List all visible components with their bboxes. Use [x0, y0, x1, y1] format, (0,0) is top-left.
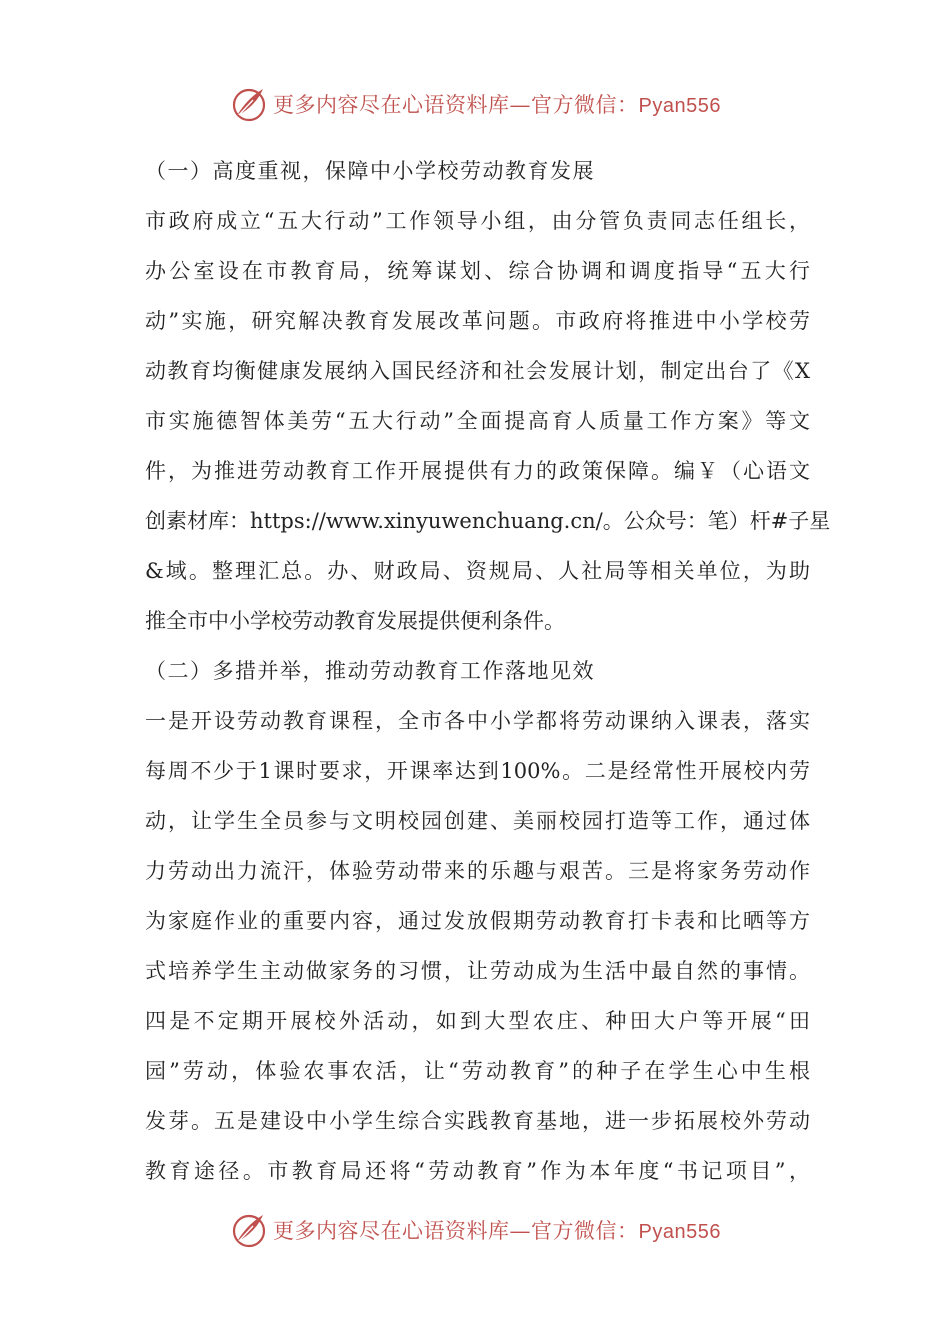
document-body — [145, 146, 831, 1196]
text-line: 每周不少于1课时要求，开课率达到100%。二是经常性开展校内劳 — [145, 759, 810, 783]
text-line: 为家庭作业的重要内容，通过发放假期劳动教育打卡表和比晒等方 — [145, 909, 810, 933]
text-line: 推全市中小学校劳动教育发展提供便利条件。 — [145, 609, 565, 633]
text-line: 力劳动出力流汗，体验劳动带来的乐趣与艰苦。三是将家务劳动作 — [145, 859, 810, 883]
header-watermark-banner — [0, 82, 950, 126]
text-line: &域。整理汇总。办、财政局、资规局、人社局等相关单位，为助 — [145, 559, 810, 583]
text-line: 式培养学生主动做家务的习惯，让劳动成为生活中最自然的事情。 — [145, 959, 810, 983]
banner-contact: 官方微信： — [531, 93, 639, 117]
banner-separator: — — [509, 93, 532, 117]
banner-brand: 更多内容尽在心语资料库 — [273, 93, 510, 117]
text-line: 发芽。五是建设中小学生综合实践教育基地，进一步拓展校外劳动 — [145, 1109, 810, 1133]
banner-brand: 更多内容尽在心语资料库 — [273, 1219, 510, 1243]
banner-wechat-id: Pyan556 — [638, 1221, 721, 1243]
banner-wechat-id: Pyan556 — [638, 95, 721, 117]
text-line: 创素材库：https://www.xinyuwenchuang.cn/。公众号：笔）杆#子星 — [145, 509, 831, 533]
text-line: 园”劳动，体验农事农活，让“劳动教育”的种子在学生心中生根 — [145, 1059, 810, 1083]
text-line: 市政府成立“五大行动”工作领导小组，由分管负责同志任组长， — [145, 209, 810, 233]
text-line: 市实施德智体美劳“五大行动”全面提高育人质量工作方案》等文 — [145, 409, 810, 433]
text-line: 四是不定期开展校外活动，如到大型农庄、种田大户等开展“田 — [145, 1009, 810, 1033]
text-line: 动，让学生全员参与文明校园创建、美丽校园打造等工作，通过体 — [145, 809, 810, 833]
text-line: 教育途径。市教育局还将“劳动教育”作为本年度“书记项目”， — [145, 1159, 810, 1183]
banner-contact: 官方微信： — [531, 1219, 639, 1243]
quill-logo-icon — [229, 84, 269, 124]
text-line: 件，为推进劳动教育工作开展提供有力的政策保障。编￥（心语文 — [145, 459, 810, 483]
section-heading-1: （一）高度重视，保障中小学校劳动教育发展 — [145, 159, 595, 183]
quill-logo-icon — [229, 1210, 269, 1250]
banner-text — [273, 1215, 721, 1245]
banner-separator: — — [509, 1219, 532, 1243]
text-line: 办公室设在市教育局，统筹谋划、综合协调和调度指导“五大行 — [145, 259, 810, 283]
text-line: 动”实施，研究解决教育发展改革问题。市政府将推进中小学校劳 — [145, 309, 810, 333]
footer-watermark-banner — [0, 1208, 950, 1252]
section-heading-2: （二）多措并举，推动劳动教育工作落地见效 — [145, 659, 595, 683]
banner-text — [273, 89, 721, 119]
text-line: 动教育均衡健康发展纳入国民经济和社会发展计划，制定出台了《X — [145, 359, 810, 383]
text-line: 一是开设劳动教育课程，全市各中小学都将劳动课纳入课表，落实 — [145, 709, 810, 733]
